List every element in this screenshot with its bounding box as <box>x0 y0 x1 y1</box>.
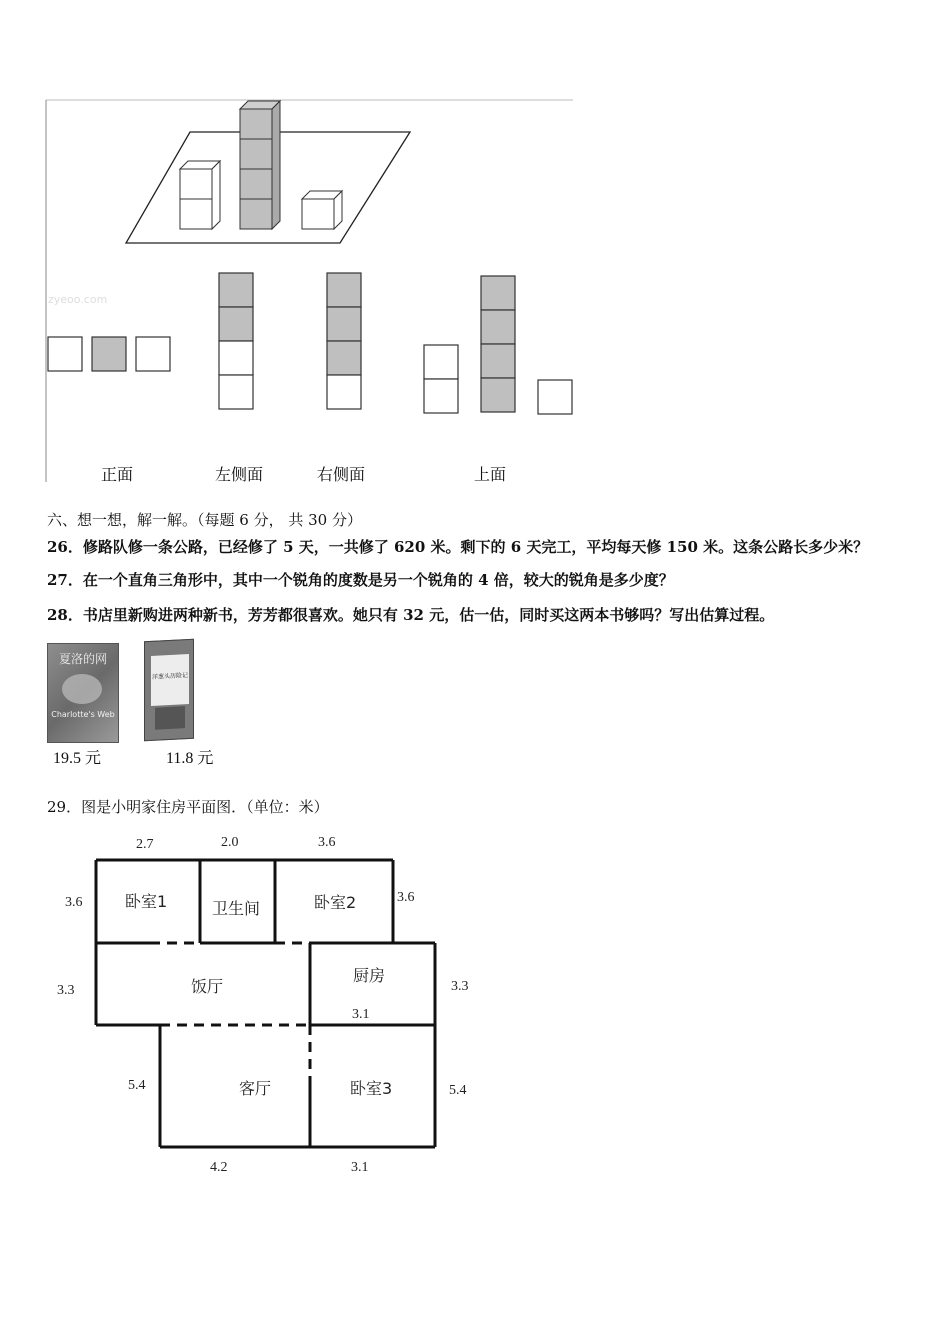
room-bathroom: 卫生间 <box>212 899 261 918</box>
room-living: 客厅 <box>239 1079 272 1098</box>
dim-kitchen-bottom: 3.1 <box>352 1007 370 1022</box>
book1-price: 19.5 元 <box>53 750 102 767</box>
dim-top-1: 2.7 <box>136 837 154 852</box>
dim-right-3: 5.4 <box>449 1083 467 1098</box>
room-bedroom2: 卧室2 <box>314 893 357 912</box>
question-26: 26．修路队修一条公路，已经修了 5 天，一共修了 620 米。剩下的 6 天完工，平均每天修 150 米。这条公路长多少米？ <box>47 538 869 556</box>
section-header: 六、想一想，解一解。（每题 6 分， 共 30 分） <box>47 511 362 529</box>
dim-left-3: 5.4 <box>128 1078 146 1093</box>
watermark: zyeoo.com <box>48 293 108 306</box>
right-view-label: 右侧面 <box>317 465 366 484</box>
question-28: 28．书店里新购进两种新书，芳芳都很喜欢。她只有 32 元，估一估，同时买这两本书够吗？写出估算过程。 <box>47 606 775 624</box>
room-dining: 饭厅 <box>191 977 224 996</box>
left-view-label: 左侧面 <box>215 465 264 484</box>
dim-left-1: 3.6 <box>65 895 83 910</box>
top-view-label: 上面 <box>474 465 507 484</box>
question-29: 29．图是小明家住房平面图．（单位：米） <box>47 798 329 816</box>
dim-top-2: 2.0 <box>221 835 239 850</box>
dim-top-3: 3.6 <box>318 835 336 850</box>
dim-bottom-1: 4.2 <box>210 1160 228 1175</box>
room-kitchen: 厨房 <box>353 966 386 985</box>
room-bedroom3: 卧室3 <box>350 1079 393 1098</box>
dim-right-2: 3.3 <box>451 979 469 994</box>
book2-title: 洋葱头历险记 <box>151 672 188 681</box>
question-27: 27．在一个直角三角形中，其中一个锐角的度数是另一个锐角的 4 倍，较大的锐角是多少度？ <box>47 571 674 589</box>
book1-subtitle: Charlotte's Web <box>51 710 115 719</box>
dim-bottom-2: 3.1 <box>351 1160 369 1175</box>
room-bedroom1: 卧室1 <box>125 892 168 911</box>
dim-right-1: 3.6 <box>397 890 415 905</box>
dim-left-2: 3.3 <box>57 983 75 998</box>
front-view-label: 正面 <box>101 465 134 484</box>
book1-title: 夏洛的网 <box>58 652 107 666</box>
book2-price: 11.8 元 <box>166 750 214 767</box>
